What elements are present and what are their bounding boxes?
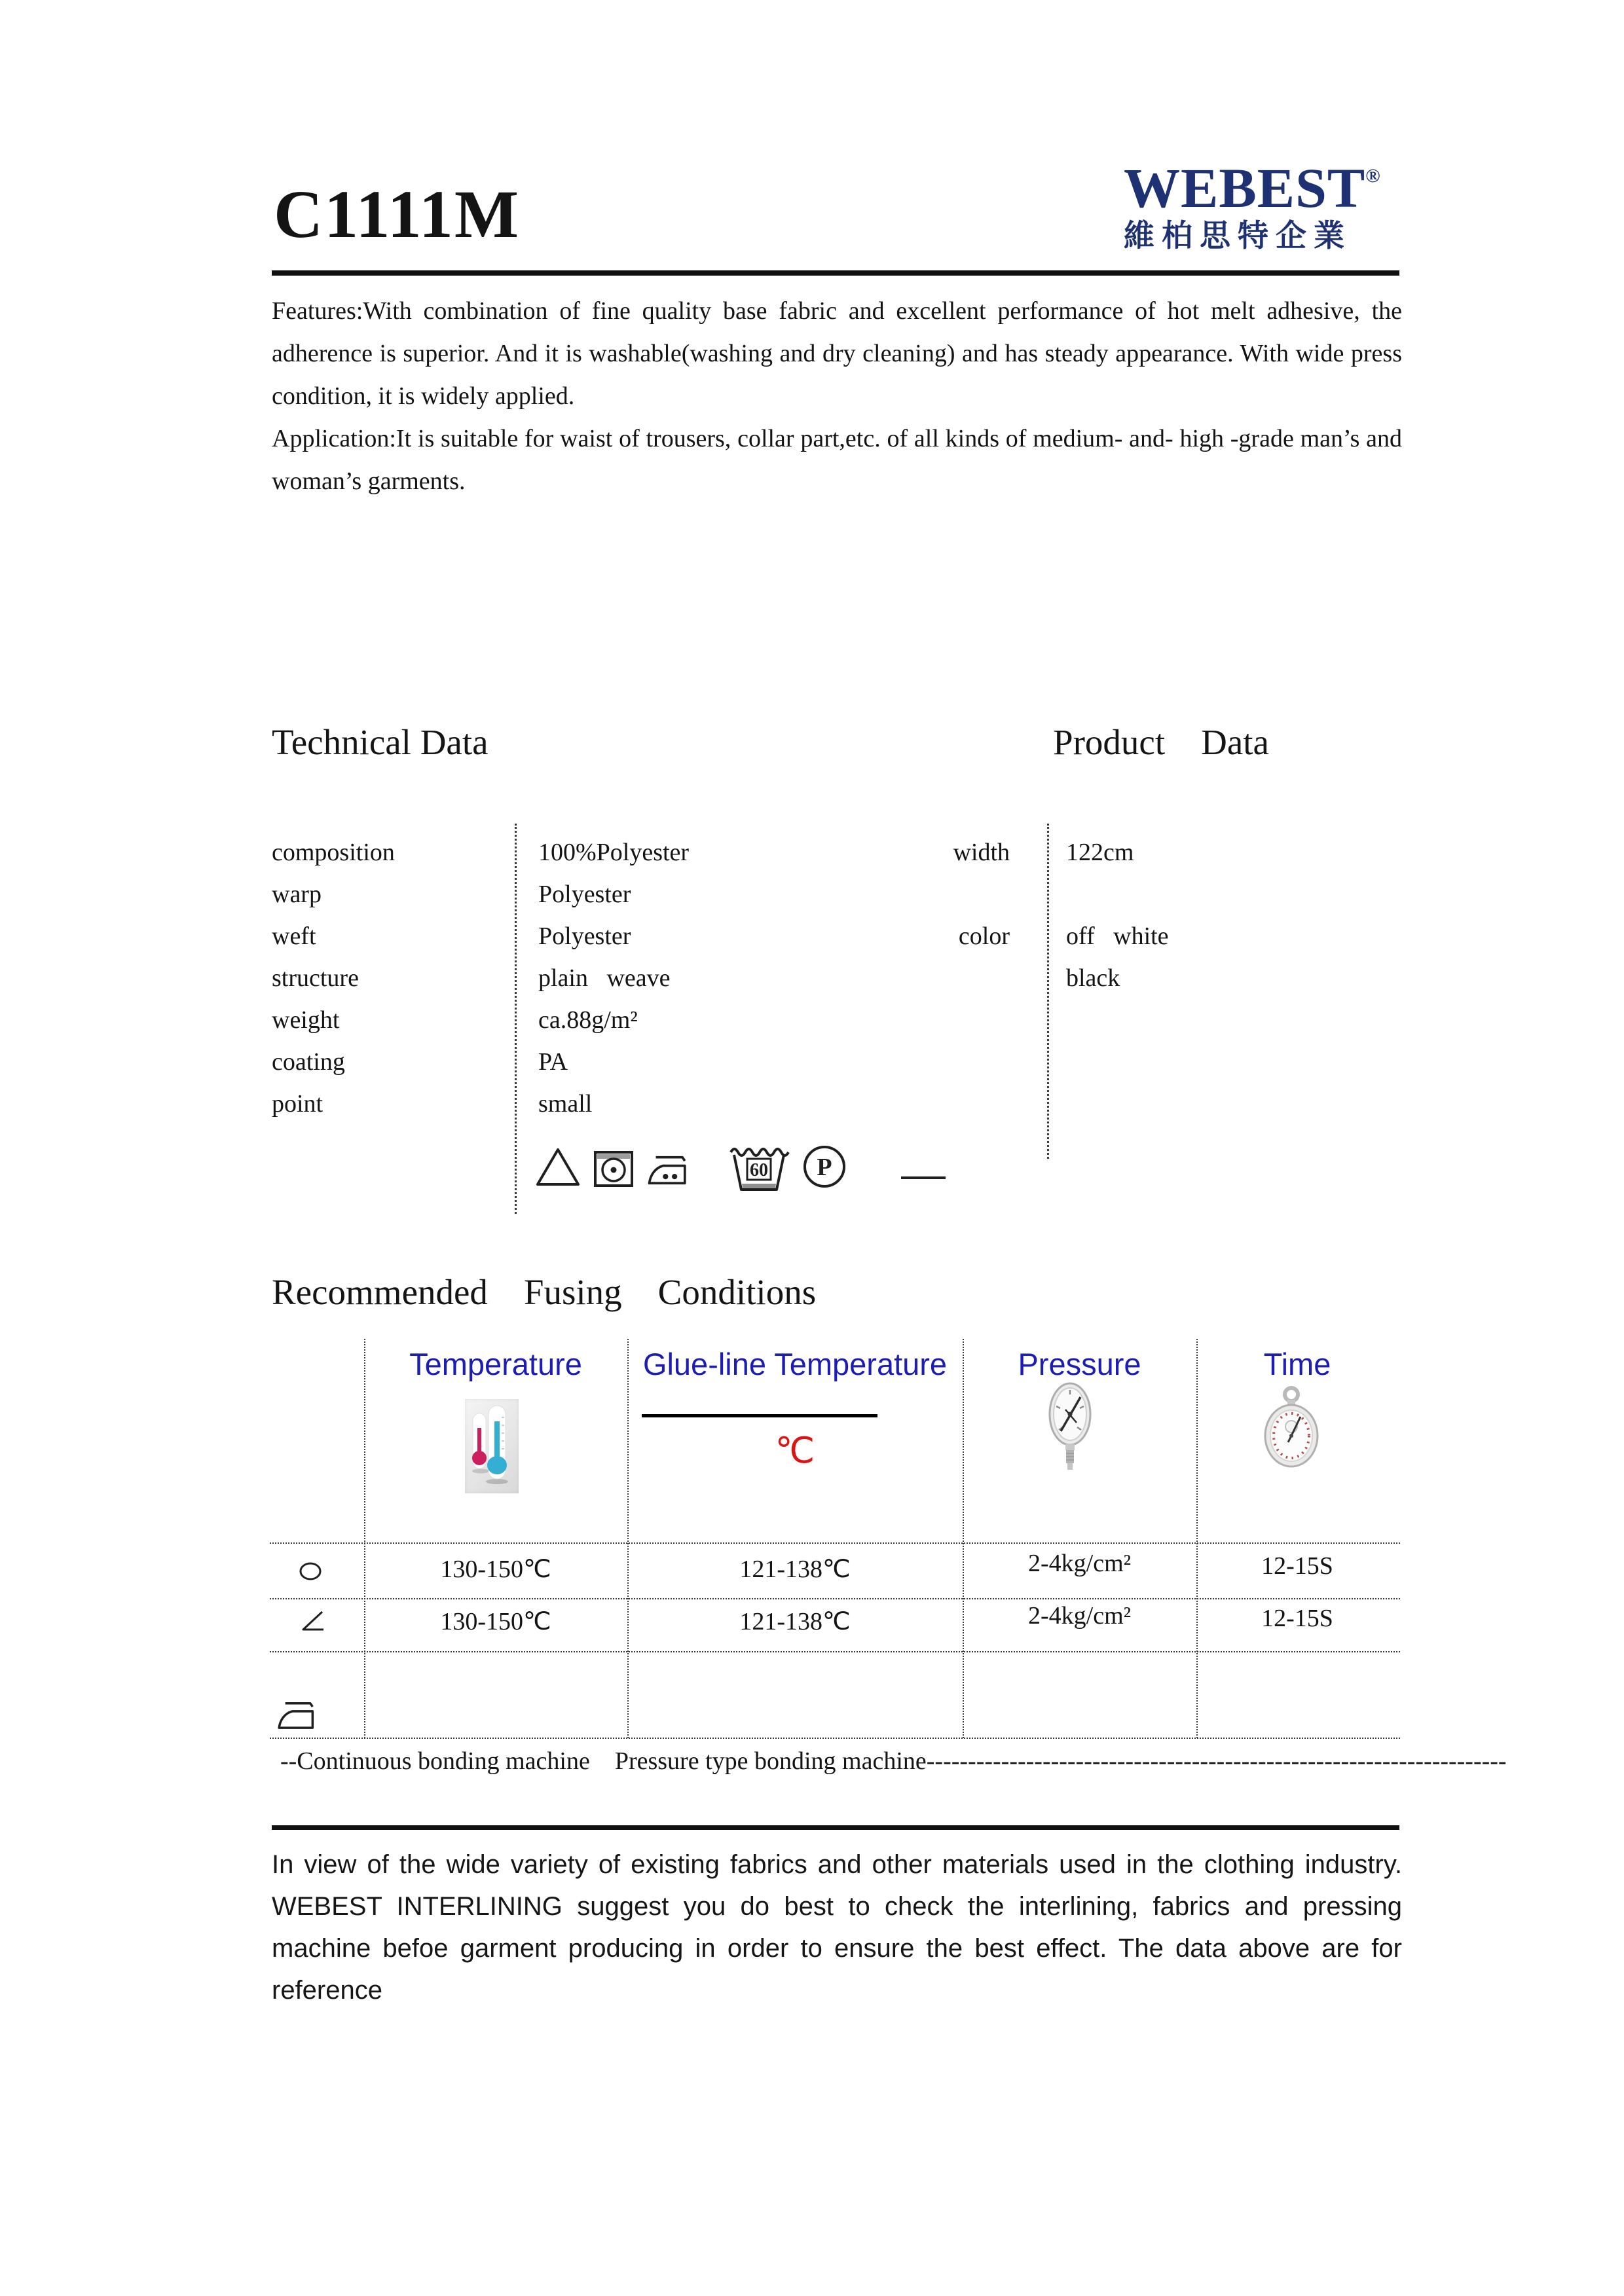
stopwatch-icon: [1261, 1385, 1322, 1468]
row-label: point: [272, 1090, 323, 1118]
disclaimer-rule: [272, 1825, 1399, 1830]
pressure-gauge-icon: [1048, 1381, 1095, 1472]
fusing-row-divider: [270, 1738, 1400, 1739]
row-label: weft: [272, 922, 316, 950]
celsius-unit: ℃: [775, 1431, 815, 1470]
dry-clean-P-icon: [802, 1144, 847, 1189]
tumble-dry-icon: [593, 1150, 634, 1188]
product-table-divider: [1047, 824, 1049, 1159]
features-paragraph: Features:With combination of fine quality base fabric and excellent performance of hot melt adhesive, the adherence is superior. And it is washable(washing and dry cleaning) and has steady appearance. With wide press condition, it is widely applied.: [272, 297, 1402, 410]
iron-symbol-icon: [275, 1698, 318, 1732]
registered-trademark-icon: ®: [1365, 165, 1381, 187]
bleach-triangle-icon: [535, 1146, 581, 1188]
wash-temp-label: 60: [750, 1160, 768, 1180]
intro-block: [272, 290, 1402, 503]
fusing-col-divider: [963, 1339, 964, 1738]
table-row: [272, 920, 316, 952]
row-label: warp: [272, 881, 322, 908]
row-value: small: [538, 1090, 593, 1118]
row-label: coating: [272, 1048, 345, 1076]
table-row: [272, 879, 322, 910]
bonding-machine-text: --Continuous bonding machine Pressure type bonding machine: [280, 1747, 927, 1775]
table-row: [272, 1004, 339, 1036]
column-header-temperature: Temperature: [409, 1347, 582, 1381]
row-value: 100%Polyester: [538, 839, 690, 866]
row-label: weight: [272, 1006, 340, 1034]
row-value: plain weave: [538, 964, 671, 992]
fusing-col-divider: [1196, 1339, 1198, 1738]
angle-symbol-icon: [300, 1609, 325, 1633]
row-value: ca.88g/m²: [538, 1006, 638, 1034]
product-data-heading: Product Data: [1053, 722, 1269, 762]
cell-glue-temp: 121-138℃: [739, 1608, 851, 1635]
color-value-offwhite: off white: [1066, 922, 1169, 950]
technical-table-divider: [515, 824, 517, 1214]
thermometer-icon: [465, 1399, 519, 1493]
fusing-row-divider: [270, 1542, 1400, 1544]
color-value-black: black: [1066, 964, 1120, 992]
technical-data-heading: Technical Data: [272, 722, 489, 762]
table-row: [272, 1046, 345, 1078]
width-label: width: [953, 839, 1010, 866]
celsius-underline: [642, 1414, 877, 1417]
width-value: 122cm: [1066, 839, 1134, 866]
wash-60-icon: [728, 1142, 790, 1193]
column-header-glue-line: Glue-line Temperature: [642, 1347, 948, 1381]
brand-name-text: WEBEST: [1124, 156, 1366, 219]
ellipse-symbol-icon: [299, 1561, 322, 1581]
table-row: [272, 837, 395, 868]
page-title: C1111M: [274, 177, 521, 252]
cell-time: 12-15S: [1261, 1605, 1333, 1632]
dry-flat-line-icon: [901, 1176, 946, 1179]
dry-clean-letter: P: [817, 1154, 832, 1181]
cell-temperature: 130-150℃: [440, 1556, 551, 1583]
cell-temperature: 130-150℃: [440, 1608, 551, 1635]
fusing-conditions-heading: Recommended Fusing Conditions: [272, 1272, 817, 1312]
application-paragraph: Application:It is suitable for waist of trousers, collar part,etc. of all kinds of medium- and- high -grade man’s and woman’s garments.: [272, 425, 1402, 495]
color-label: color: [958, 922, 1010, 950]
cell-glue-temp: 121-138℃: [739, 1556, 851, 1583]
disclaimer-paragraph: In view of the wide variety of existing fabrics and other materials used in the clothing industry. WEBEST INTERLINING suggest you do best to check the interlining, fabrics and pressing machine befoe garment producing in order to ensure the best effect. The data above are for reference: [272, 1850, 1402, 2005]
row-value: Polyester: [538, 922, 631, 950]
iron-two-dots-icon: [645, 1152, 691, 1188]
row-label: composition: [272, 839, 395, 866]
row-value: PA: [538, 1048, 568, 1076]
row-label: structure: [272, 964, 359, 992]
cell-time: 12-15S: [1261, 1552, 1333, 1580]
header-rule: [272, 270, 1399, 276]
row-value: Polyester: [538, 881, 631, 908]
bonding-machine-dashes: ----------------------------------------------------------------------: [926, 1747, 1507, 1775]
fusing-col-divider: [364, 1339, 365, 1738]
table-row: [272, 962, 359, 994]
brand-logo: [1124, 148, 1381, 253]
column-header-pressure: Pressure: [1018, 1347, 1141, 1381]
brand-wordmark: [1124, 148, 1381, 219]
column-header-time: Time: [1263, 1347, 1331, 1381]
fusing-row-divider: [270, 1651, 1400, 1652]
cell-pressure: 2-4kg/cm²: [1027, 1550, 1132, 1577]
cell-pressure: 2-4kg/cm²: [1027, 1602, 1132, 1630]
table-row: [272, 1088, 323, 1120]
fusing-row-divider: [270, 1598, 1400, 1599]
fusing-col-divider: [627, 1339, 629, 1738]
brand-chinese-name: 維柏思特企業: [1124, 218, 1352, 253]
bonding-machine-note: [280, 1747, 1507, 1776]
